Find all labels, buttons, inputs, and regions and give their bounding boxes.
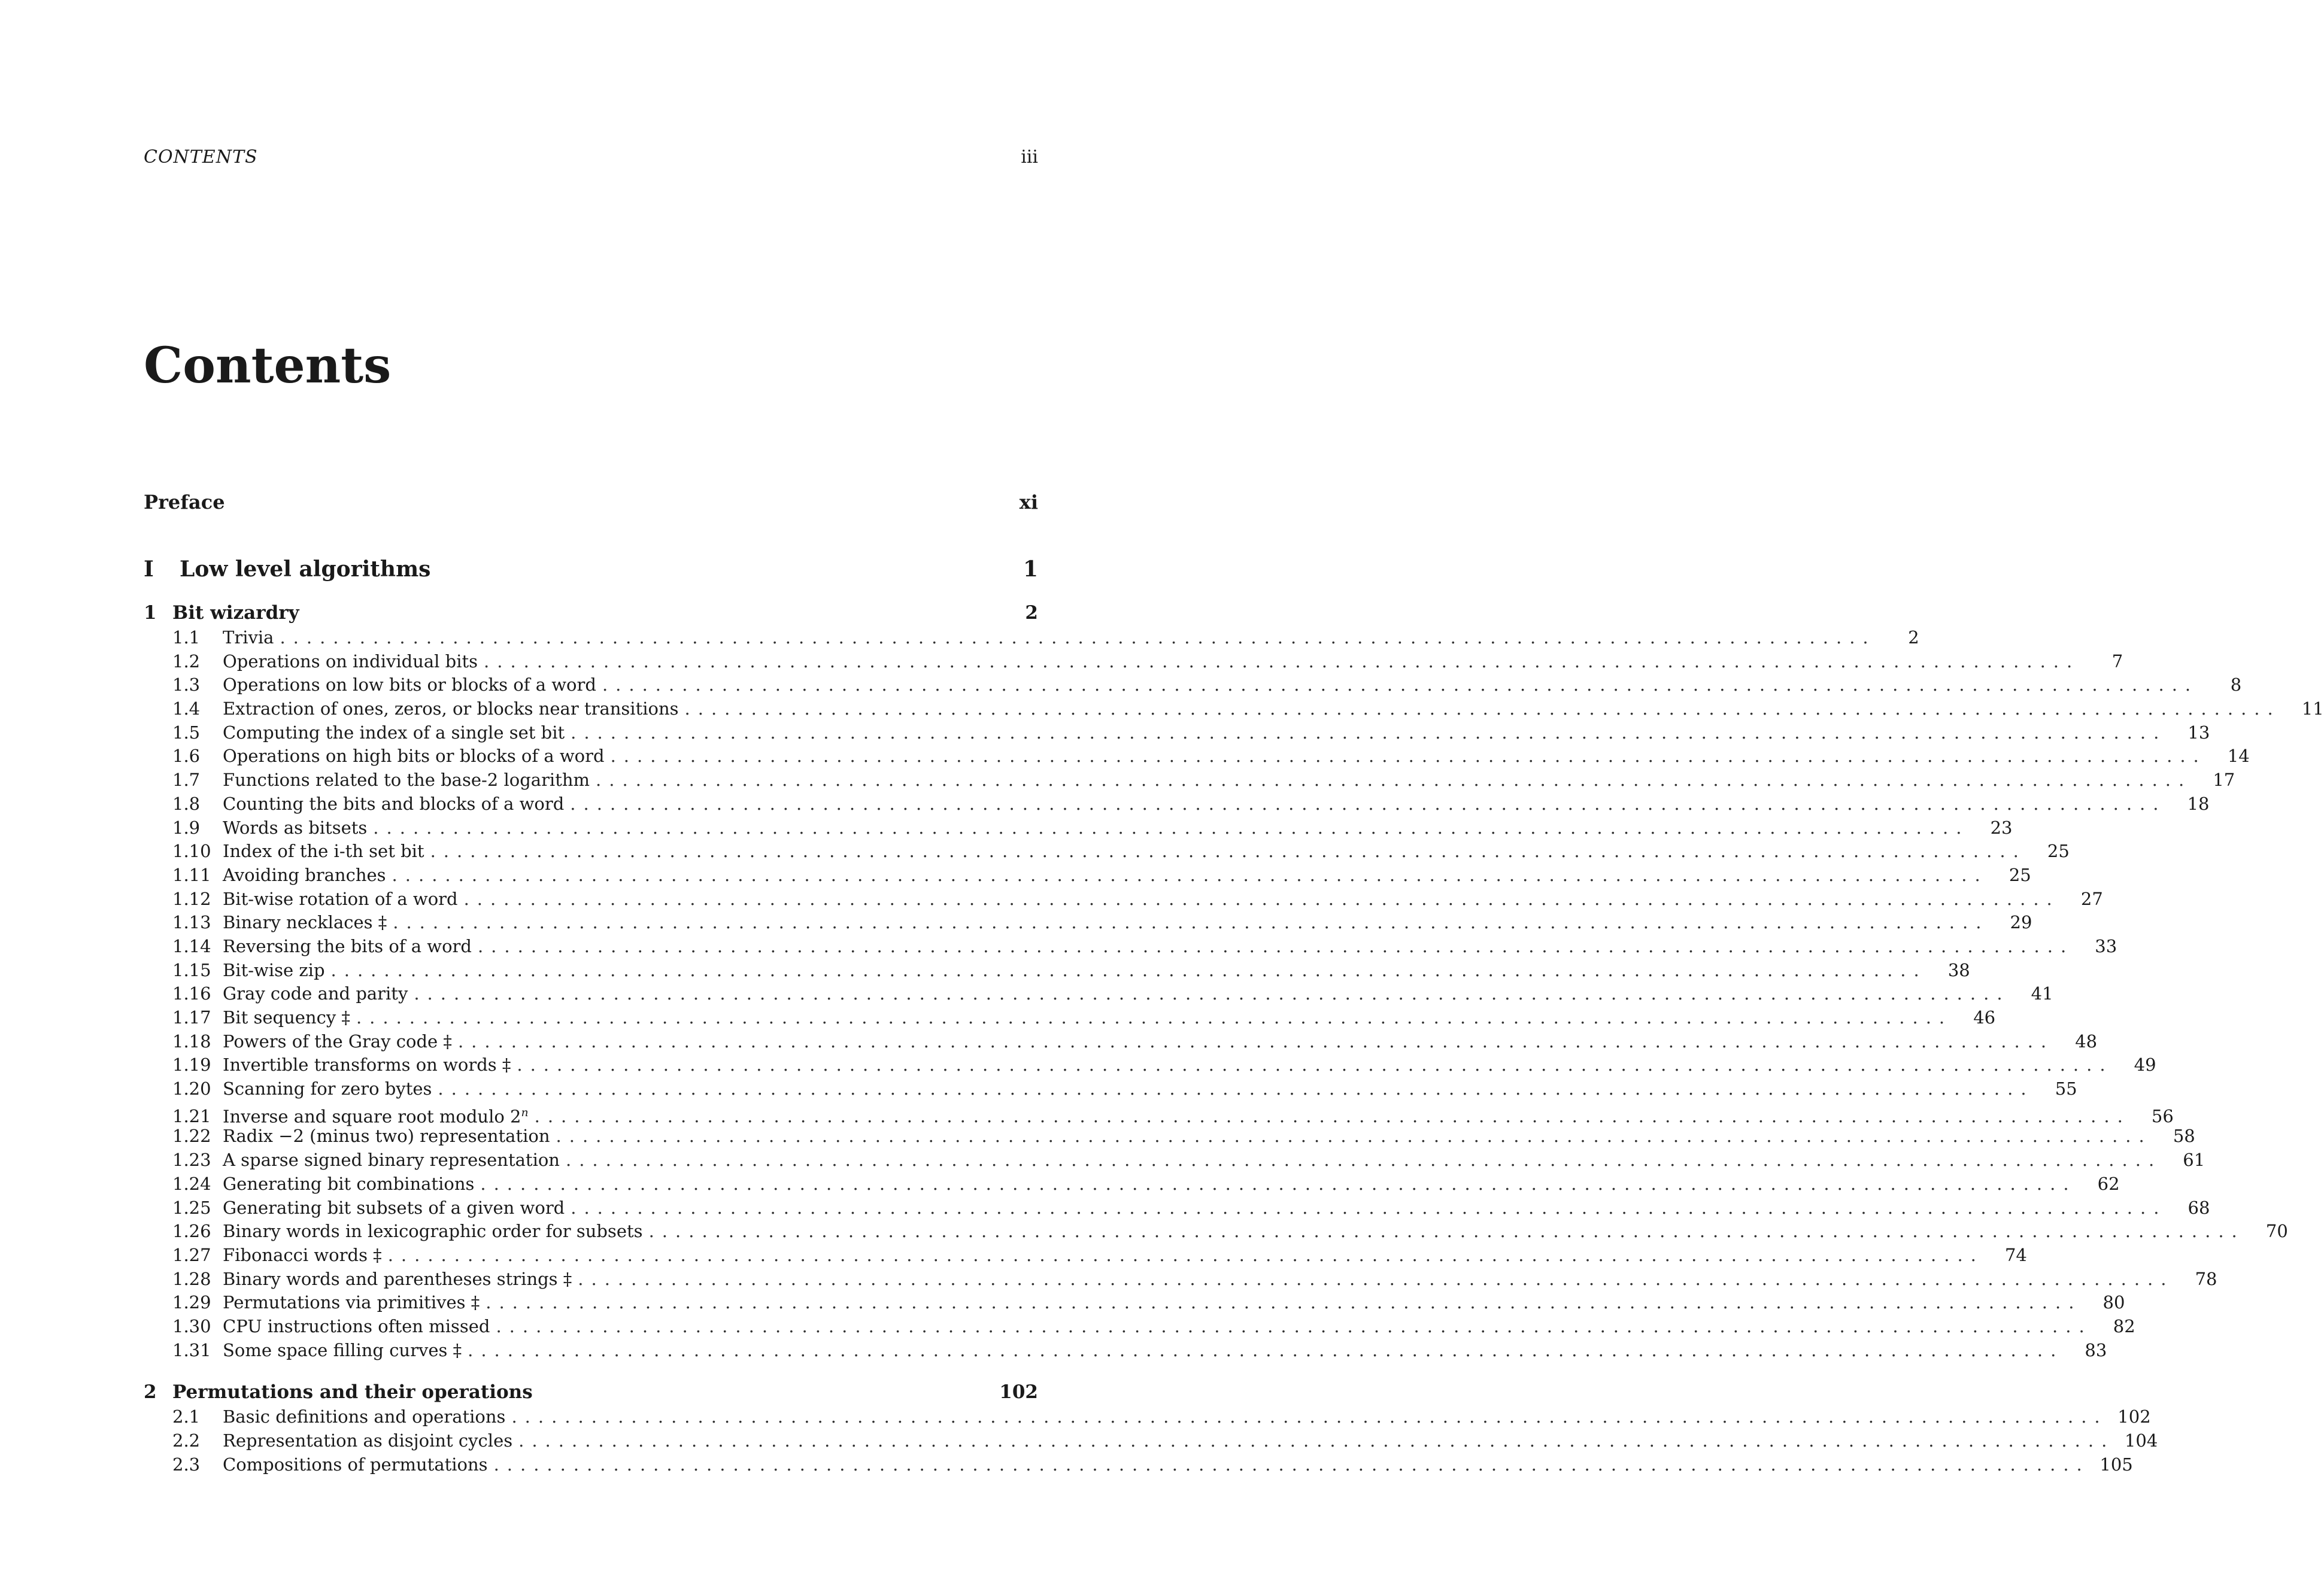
dot-leader: ........................................................................................................................ <box>556 1126 2152 1147</box>
section-number: 1.3 <box>172 674 201 695</box>
section-number: 1.22 <box>172 1126 211 1147</box>
section-number: 2.2 <box>172 1430 201 1451</box>
section-page: 23 <box>1990 817 2013 838</box>
dot-leader: ........................................................................................................................ <box>477 935 2074 956</box>
section-title: Words as bitsets <box>223 817 368 838</box>
toc-section-entry[interactable] <box>144 792 2210 816</box>
section-page: 41 <box>2031 983 2053 1004</box>
part-number: I <box>144 557 154 582</box>
toc-section-entry[interactable] <box>144 626 1919 650</box>
section-page: 25 <box>2047 841 2070 862</box>
section-number: 1.16 <box>172 983 211 1004</box>
toc-section-entry[interactable] <box>144 1339 2107 1363</box>
toc-section-entry[interactable] <box>144 1315 2135 1339</box>
section-page: 13 <box>2188 722 2210 743</box>
dot-leader: ........................................................................................................................ <box>414 983 2010 1004</box>
toc-section-entry[interactable] <box>144 1030 2098 1054</box>
dot-leader: ........................................................................................................................ <box>571 722 2167 743</box>
toc-section-entry[interactable] <box>144 1220 2288 1244</box>
toc-preface-entry[interactable] <box>144 491 1038 518</box>
dot-leader: ........................................................................................................................ <box>356 1007 1953 1028</box>
section-page: 49 <box>2134 1055 2156 1075</box>
section-title: Bit-wise zip <box>223 959 325 980</box>
running-head-left: CONTENTS <box>144 147 258 168</box>
section-page: 38 <box>1947 959 1970 980</box>
chapter-list <box>144 602 2324 1476</box>
dot-leader: ........................................................................................................................ <box>684 698 2281 719</box>
section-title: Gray code and parity <box>223 983 408 1004</box>
part-page: 1 <box>1023 557 1038 582</box>
section-title: Radix −2 (minus two) representation <box>223 1126 550 1147</box>
section-title: CPU instructions often missed <box>223 1315 490 1336</box>
section-number: 1.28 <box>172 1268 211 1289</box>
section-title: Avoiding branches <box>223 864 386 885</box>
section-page: 70 <box>2265 1221 2288 1242</box>
dot-leader: ........................................................................................................................ <box>565 1150 2162 1171</box>
toc-section-entry[interactable] <box>144 745 2250 768</box>
section-number: 1.5 <box>172 722 201 743</box>
section-number: 1.18 <box>172 1031 211 1052</box>
toc-section-entry[interactable] <box>144 1053 2156 1077</box>
section-page: 55 <box>2055 1078 2077 1099</box>
section-page: 29 <box>2010 912 2032 933</box>
section-title: Generating bit subsets of a given word <box>223 1197 565 1218</box>
dot-leader: ........................................................................................................................ <box>393 912 1989 933</box>
dot-leader: ........................................................................................................................ <box>463 888 2060 909</box>
toc-section-entry[interactable] <box>144 768 2235 792</box>
chapter-page: 102 <box>999 1381 1038 1403</box>
dot-leader: ........................................................................................................................ <box>570 793 2167 814</box>
chapter-title: Permutations and their operations <box>172 1381 533 1403</box>
dot-leader: ........................................................................................................................ <box>578 1268 2174 1289</box>
toc-section-entry[interactable] <box>144 864 2031 888</box>
section-page: 46 <box>1973 1007 1996 1028</box>
section-title: Operations on individual bits <box>223 651 478 672</box>
section-number: 1.12 <box>172 888 211 909</box>
section-title: Inverse and square root modulo 2$^n$ <box>223 1106 529 1127</box>
dot-leader: ........................................................................................................................ <box>430 841 2026 862</box>
section-title: Representation as disjoint cycles <box>223 1430 513 1451</box>
section-number: 1.11 <box>172 864 211 885</box>
section-page: 56 <box>2151 1106 2174 1127</box>
section-title: Counting the bits and blocks of a word <box>223 793 565 814</box>
section-page: 11 <box>2301 698 2324 719</box>
section-number: 2.1 <box>172 1406 201 1427</box>
dot-leader: ........................................................................................................................ <box>468 1339 2064 1360</box>
dot-leader: ........................................................................................................................ <box>387 1244 1984 1265</box>
section-title: Fibonacci words ‡ <box>223 1244 382 1265</box>
dot-leader: ........................................................................................................................ <box>484 651 2080 672</box>
dot-leader: ........................................................................................................................ <box>457 1031 2055 1052</box>
section-number: 1.21 <box>172 1106 211 1127</box>
section-page: 27 <box>2080 888 2103 909</box>
section-number: 1.17 <box>172 1007 211 1028</box>
section-number: 1.13 <box>172 912 211 933</box>
toc-section-entry[interactable] <box>144 1429 2158 1453</box>
section-title: Binary words in lexicographic order for subsets <box>223 1221 643 1242</box>
section-number: 1.14 <box>172 935 211 956</box>
toc-section-entry[interactable] <box>144 1268 2217 1292</box>
toc-section-entry[interactable] <box>144 721 2210 745</box>
dot-leader: ........................................................................................................................ <box>648 1221 2245 1242</box>
section-title: Invertible transforms on words ‡ <box>223 1055 511 1075</box>
dot-leader: ........................................................................................................................ <box>534 1106 2131 1127</box>
section-title: Operations on low bits or blocks of a word <box>223 674 596 695</box>
chapter-number: 1 <box>144 602 157 624</box>
section-title: Bit sequency ‡ <box>223 1007 350 1028</box>
toc-section-entry[interactable] <box>144 1125 2195 1149</box>
section-title-superscript: n <box>521 1106 529 1119</box>
dot-leader: ........................................................................................................................ <box>517 1055 2113 1075</box>
section-title: Permutations via primitives ‡ <box>223 1292 480 1313</box>
section-page: 62 <box>2097 1173 2120 1194</box>
part-title: Low level algorithms <box>180 557 431 582</box>
toc-section-entry[interactable] <box>144 673 2242 697</box>
section-page: 33 <box>2095 935 2117 956</box>
section-number: 1.4 <box>172 698 201 719</box>
toc-section-entry[interactable] <box>144 816 2013 840</box>
dot-leader: ........................................................................................................................ <box>511 1406 2108 1427</box>
section-number: 1.24 <box>172 1173 211 1194</box>
section-page: 74 <box>2004 1244 2027 1265</box>
dot-leader: ........................................................................................................................ <box>280 627 1876 648</box>
section-number: 1.8 <box>172 793 201 814</box>
section-title: Basic definitions and operations <box>223 1406 506 1427</box>
toc-section-entry[interactable] <box>144 935 2117 959</box>
section-page: 80 <box>2102 1292 2125 1313</box>
section-number: 1.6 <box>172 746 201 767</box>
section-title: Trivia <box>223 627 274 648</box>
section-number: 1.31 <box>172 1339 211 1360</box>
toc-section-entry[interactable] <box>144 697 2324 721</box>
section-title: Bit-wise rotation of a word <box>223 888 458 909</box>
chapter-title: Bit wizardry <box>172 602 299 624</box>
running-head <box>144 147 1038 172</box>
section-title: Extraction of ones, zeros, or blocks near transitions <box>223 698 679 719</box>
dot-leader: ........................................................................................................................ <box>571 1197 2167 1218</box>
dot-leader: ........................................................................................................................ <box>518 1430 2115 1451</box>
section-number: 1.29 <box>172 1292 211 1313</box>
page-title: Contents <box>144 337 392 394</box>
dot-leader: ........................................................................................................................ <box>496 1315 2092 1336</box>
table-of-contents <box>144 491 2324 1476</box>
dot-leader: ........................................................................................................................ <box>596 770 2192 791</box>
dot-leader: ........................................................................................................................ <box>610 746 2207 767</box>
toc-section-entry[interactable] <box>144 1291 2125 1315</box>
section-number: 1.23 <box>172 1150 211 1171</box>
section-title: Index of the i-th set bit <box>223 841 424 862</box>
toc-section-entry[interactable] <box>144 959 1970 983</box>
section-page: 7 <box>2111 651 2123 672</box>
dot-leader: ........................................................................................................................ <box>486 1292 2082 1313</box>
dot-leader: ........................................................................................................................ <box>438 1078 2034 1099</box>
toc-section-entry[interactable] <box>144 1172 2120 1196</box>
section-page: 105 <box>2100 1454 2133 1475</box>
section-number: 1.1 <box>172 627 201 648</box>
section-title: Operations on high bits or blocks of a word <box>223 746 605 767</box>
section-page: 18 <box>2187 793 2210 814</box>
section-page: 61 <box>2183 1150 2205 1171</box>
toc-section-entry[interactable] <box>144 1077 2077 1101</box>
section-number: 1.10 <box>172 841 211 862</box>
toc-section-entry[interactable] <box>144 1196 2210 1220</box>
toc-section-entry[interactable] <box>144 982 2053 1006</box>
section-page: 83 <box>2085 1339 2107 1360</box>
section-number: 1.30 <box>172 1315 211 1336</box>
section-number: 1.9 <box>172 817 201 838</box>
section-page: 2 <box>1908 627 1919 648</box>
toc-section-entry[interactable] <box>144 1405 2151 1429</box>
section-title: Compositions of permutations <box>223 1454 488 1475</box>
section-page: 25 <box>2009 864 2031 885</box>
section-number: 1.20 <box>172 1078 211 1099</box>
toc-section-entry[interactable] <box>144 1244 2027 1268</box>
section-title: Binary necklaces ‡ <box>223 912 387 933</box>
toc-chapter-entry[interactable] <box>144 602 1038 626</box>
section-number: 1.7 <box>172 770 201 791</box>
section-title: Computing the index of a single set bit <box>223 722 565 743</box>
toc-section-entry[interactable] <box>144 1149 2205 1172</box>
section-title: Generating bit combinations <box>223 1173 475 1194</box>
preface-page: xi <box>1019 491 1038 514</box>
section-title: Powers of the Gray code ‡ <box>223 1031 452 1052</box>
section-page: 48 <box>2075 1031 2098 1052</box>
preface-label: Preface <box>144 491 225 514</box>
section-title: Reversing the bits of a word <box>223 935 472 956</box>
section-title: Functions related to the base-2 logarithm <box>223 770 590 791</box>
running-head-page-number: iii <box>1021 147 1038 168</box>
section-page: 102 <box>2117 1406 2151 1427</box>
section-page: 82 <box>2113 1315 2135 1336</box>
section-number: 1.25 <box>172 1197 211 1218</box>
toc-chapter-entry[interactable] <box>144 1381 1038 1405</box>
dot-leader: ........................................................................................................................ <box>373 817 1970 838</box>
toc-section-entry[interactable] <box>144 1453 2133 1477</box>
section-number: 1.27 <box>172 1244 211 1265</box>
section-page: 14 <box>2227 746 2250 767</box>
dot-leader: ........................................................................................................................ <box>392 864 1988 885</box>
section-number: 1.19 <box>172 1055 211 1075</box>
toc-section-entry[interactable] <box>144 1101 2174 1127</box>
section-page: 104 <box>2124 1430 2158 1451</box>
dot-leader: ........................................................................................................................ <box>493 1454 2090 1475</box>
section-title: Binary words and parentheses strings ‡ <box>223 1268 572 1289</box>
section-number: 1.2 <box>172 651 201 672</box>
toc-section-entry[interactable] <box>144 840 2070 864</box>
section-title: A sparse signed binary representation <box>223 1150 560 1171</box>
section-number: 2.3 <box>172 1454 201 1475</box>
section-page: 78 <box>2195 1268 2217 1289</box>
toc-section-entry[interactable] <box>144 888 2103 912</box>
chapter-number: 2 <box>144 1381 157 1403</box>
section-title: Scanning for zero bytes <box>223 1078 432 1099</box>
chapter-page: 2 <box>1025 602 1038 624</box>
toc-section-entry[interactable] <box>144 650 2123 674</box>
section-page: 58 <box>2173 1126 2195 1147</box>
dot-leader: ........................................................................................................................ <box>602 674 2199 695</box>
section-page: 68 <box>2188 1197 2210 1218</box>
section-title: Some space filling curves ‡ <box>223 1339 462 1360</box>
section-number: 1.26 <box>172 1221 211 1242</box>
dot-leader: ........................................................................................................................ <box>330 959 1927 980</box>
toc-section-entry[interactable] <box>144 911 2032 935</box>
toc-section-entry[interactable] <box>144 1006 1996 1030</box>
toc-part-entry[interactable] <box>144 557 1038 590</box>
section-page: 8 <box>2230 674 2242 695</box>
section-page: 17 <box>2213 770 2235 791</box>
dot-leader: ........................................................................................................................ <box>480 1173 2077 1194</box>
section-number: 1.15 <box>172 959 211 980</box>
